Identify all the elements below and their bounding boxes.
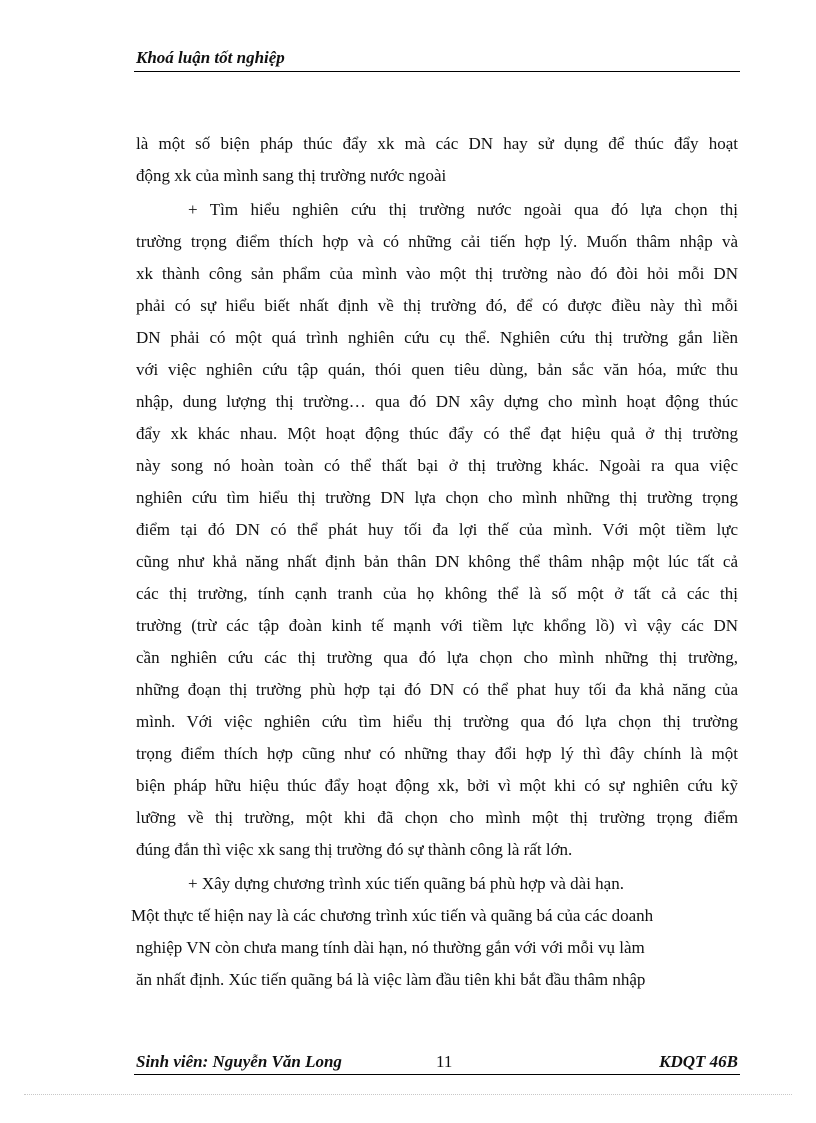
- text-line: cần nghiên cứu các thị trường qua đó lựa chọn cho mình những thị trường,: [136, 648, 738, 667]
- footer-class-code: KDQT 46B: [659, 1052, 738, 1071]
- text-line: biện pháp hữu hiệu thúc đẩy hoạt động xk, bởi vì một khi có sự nghiên cứu kỹ: [136, 776, 738, 795]
- page-edge-divider: [24, 1094, 792, 1095]
- text-line: cũng như khả năng nhất định bản thân DN không thể thâm nhập một lúc tất cả: [136, 552, 738, 571]
- footer-rule: [134, 1074, 740, 1075]
- header-title: Khoá luận tốt nghiệp: [136, 48, 285, 67]
- text-line: trường (trừ các tập đoàn kinh tế mạnh với tiềm lực khổng lồ) vì vậy các DN: [136, 616, 738, 635]
- text-line: là một số biện pháp thúc đẩy xk mà các DN hay sử dụng để thúc đẩy hoạt: [136, 134, 738, 153]
- text-line: đúng đắn thì việc xk sang thị trường đó sự thành công là rất lớn.: [136, 840, 573, 859]
- text-line: điểm tại đó DN có thể phát huy tối đa lợi thế của mình. Với một tiềm lực: [136, 520, 738, 539]
- text-line: DN phải có một quá trình nghiên cứu cụ thể. Nghiên cứu thị trường gắn liền: [136, 328, 738, 347]
- text-line: Một thực tế hiện nay là các chương trình xúc tiến và quãng bá của các doanh: [131, 906, 654, 925]
- text-line: xk thành công sản phẩm của mình vào một thị trường nào đó đòi hỏi mỗi DN: [136, 264, 738, 283]
- text-line: ăn nhất định. Xúc tiến quãng bá là việc làm đầu tiên khi bắt đầu thâm nhập: [136, 970, 646, 989]
- text-line: động xk của mình sang thị trường nước ngoài: [136, 166, 447, 185]
- header-rule: [134, 71, 740, 72]
- text-line: đẩy xk khác nhau. Một hoạt động thúc đẩy có thể đạt hiệu quả ở thị trường: [136, 424, 738, 443]
- text-line: trọng điểm thích hợp cũng như có những thay đổi hợp lý thì đây chính là một: [136, 744, 738, 763]
- text-line: với việc nghiên cứu tập quán, thói quen tiêu dùng, bản sắc văn hóa, mức thu: [136, 360, 738, 379]
- text-line: nhập, dung lượng thị trường… qua đó DN xây dựng cho mình hoạt động thúc: [136, 392, 738, 411]
- text-line: mình. Với việc nghiên cứu tìm hiểu thị trường qua đó lựa chọn thị trường: [136, 712, 738, 731]
- text-line: các thị trường, tính cạnh tranh của họ không thể là số một ở tất cả các thị: [136, 584, 738, 603]
- text-line: + Xây dựng chương trình xúc tiến quãng bá phù hợp và dài hạn.: [188, 874, 624, 893]
- footer-student: Sinh viên: Nguyễn Văn Long: [136, 1052, 342, 1071]
- text-line: những đoạn thị trường phù hợp tại đó DN có thể phat huy tối đa khả năng của: [136, 680, 738, 699]
- text-line: phải có sự hiểu biết nhất định về thị trường đó, để có được điều này thì mỗi: [136, 296, 738, 315]
- text-line: nghiên cứu tìm hiểu thị trường DN lựa chọn cho mình những thị trường trọng: [136, 488, 738, 507]
- text-line: trường trọng điểm thích hợp và có những cải tiến hợp lý. Muốn thâm nhập và: [136, 232, 738, 251]
- page-number: 11: [436, 1052, 453, 1071]
- text-line: nghiệp VN còn chưa mang tính dài hạn, nó thường gắn với với mỗi vụ làm: [136, 938, 645, 957]
- text-line: lưỡng về thị trường, một khi đã chọn cho mình một thị trường trọng điểm: [136, 808, 738, 827]
- text-line: này song nó hoàn toàn có thể thất bại ở thị trường khác. Ngoài ra qua việc: [136, 456, 738, 475]
- text-line: + Tìm hiểu nghiên cứu thị trường nước ngoài qua đó lựa chọn thị: [188, 200, 738, 219]
